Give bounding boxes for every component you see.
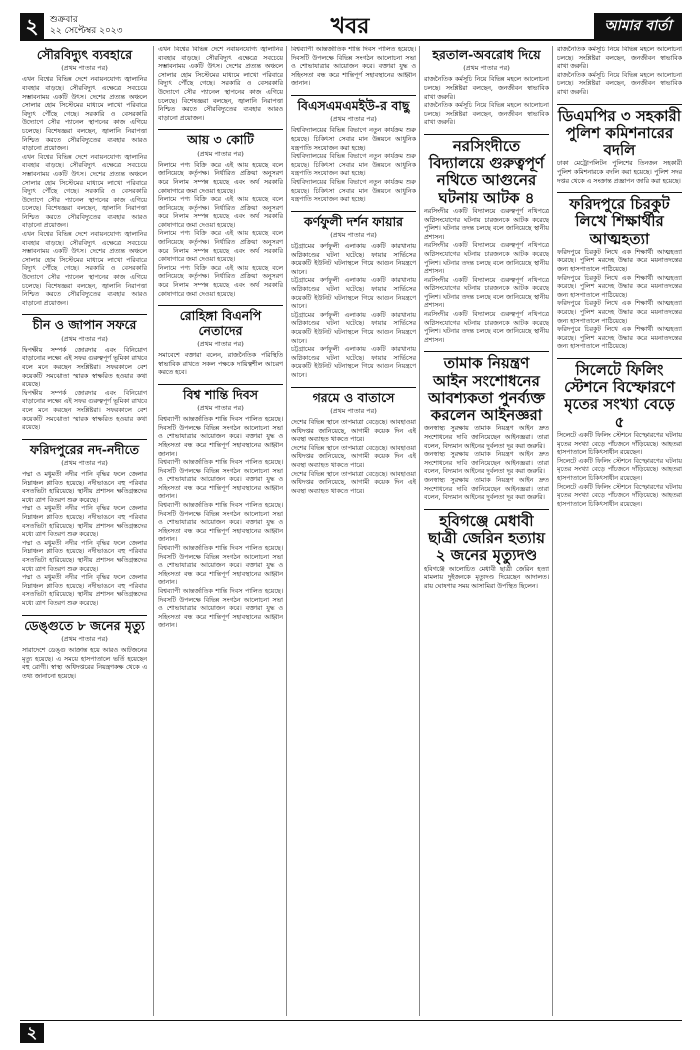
headline: বিশ্ব শান্তি দিবস (183, 386, 258, 402)
article-body: সমাবেশে বক্তারা বলেন, রাজনৈতিক পরিস্থিতি স্বাভাবিক রাখতে সকল পক্ষকে দায়িত্বশীল আচরণ করতে হবে। (158, 351, 283, 377)
article (291, 99, 416, 205)
footer-page-number: ২ (20, 1023, 44, 1043)
divider (291, 211, 416, 212)
article-body: রাজনৈতিক কর্মসূচি নিয়ে বিভিন্ন মহলে আলোচনা চলছে। সংশ্লিষ্টরা বলছেন, জনজীবন স্বাভাবিক রাখা জরুরি। (557, 46, 682, 71)
continued-note: (প্রথম পাতার পর) (61, 334, 108, 343)
issue-day: শুক্রবার (50, 15, 78, 25)
article-body: বিশ্বব্যাপী আন্তর্জাতিক শান্তি দিবস পালিত হয়েছে। দিবসটি উপলক্ষে বিভিন্ন সংগঠন আলোচনা সভা ও শোভাযাত্রার আয়োজন করে। বক্তারা যুদ্ধ ও সহিংসতা বন্ধ করে শান্তিপূর্ণ সহাবস্থানের আহ্বান জানান। (158, 459, 283, 501)
continued-note: (প্রথম পাতার পর) (61, 634, 108, 643)
divider (291, 95, 416, 96)
article-body: জনস্বাস্থ্য সুরক্ষায় তামাক নিয়ন্ত্রণ আইন দ্রুত সংশোধনের দাবি জানিয়েছেন আইনজ্ঞরা। তারা বলেন, বিদ্যমান আইনের দুর্বলতা দূর করা জরুরি। (424, 477, 549, 502)
article-body: সারাদেশে ডেঙ্গু আক্রান্ত হয়ে আরও আটজনের মৃত্যু হয়েছে। এ সময়ে হাসপাতালে ভর্তি হয়েছেন বহু রোগী। স্বাস্থ্য অধিদপ্তরের নিয়ন্ত্রণকক্ষ থেকে এ তথ্য জানানো হয়েছে। (22, 646, 147, 680)
continued-note: (প্রথম পাতার পর) (330, 115, 377, 124)
divider (158, 129, 283, 130)
date-block (50, 15, 123, 37)
article-body: চট্টগ্রামের কর্ণফুলী এলাকায় একটি কারখানায় অগ্নিকাণ্ডের ঘটনা ঘটেছে। ফায়ার সার্ভিসের কয়েকটি ইউনিট ঘটনাস্থলে গিয়ে আগুন নিয়ন্ত্রণে আনে। (291, 311, 416, 345)
article-body: নরসিংদীর একটি বিদ্যালয়ে গুরুত্বপূর্ণ নথিপত্রে অগ্নিসংযোগের ঘটনায় চারজনকে আটক করেছে পুলিশ। ঘটনার তদন্ত চলছে বলে জানিয়েছে স্থানীয় প্রশাসন। (424, 242, 549, 276)
column-rule (286, 46, 287, 1016)
article (424, 48, 549, 128)
article-body: রাজনৈতিক কর্মসূচি নিয়ে বিভিন্ন মহলে আলোচনা চলছে। সংশ্লিষ্টরা বলছেন, জনজীবন স্বাভাবিক রাখা জরুরি। (424, 76, 549, 101)
column-5 (557, 46, 682, 1016)
article-body: ফরিদপুরে চিরকুট লিখে এক শিক্ষার্থী আত্মহত্যা করেছে। পুলিশ মরদেহ উদ্ধার করে ময়নাতদন্তের জন্য হাসপাতালে পাঠিয়েছে। (557, 326, 682, 351)
headline: ডিএমপির ৩ সহকারী পুলিশ কমিশনারের বদলি (557, 106, 682, 160)
article-body: বিশ্বব্যাপী আন্তর্জাতিক শান্তি দিবস পালিত হয়েছে। দিবসটি উপলক্ষে বিভিন্ন সংগঠন আলোচনা সভা ও শোভাযাত্রার আয়োজন করে। বক্তারা যুদ্ধ ও সহিংসতা বন্ধ করে শান্তিপূর্ণ সহাবস্থানের আহ্বান জানান। (158, 545, 283, 587)
divider (291, 387, 416, 388)
article (22, 443, 147, 609)
article-body: দ্বিপক্ষীয় সম্পর্ক জোরদার এবং বিনিয়োগ বাড়ানোর লক্ষ্যে এই সফর গুরুত্বপূর্ণ ভূমিকা রাখবে বলে মনে করছেন সংশ্লিষ্টরা। সফরকালে বেশ কয়েকটি সমঝোতা স্মারক স্বাক্ষরিত হওয়ার কথা রয়েছে। (22, 346, 147, 389)
article-body: রাজনৈতিক কর্মসূচি নিয়ে বিভিন্ন মহলে আলোচনা চলছে। সংশ্লিষ্টরা বলছেন, জনজীবন স্বাভাবিক রাখা জরুরি। (424, 102, 549, 127)
column-rule (419, 46, 420, 1016)
headline: চীন ও জাপান সফরে (32, 317, 137, 333)
article-body: দেশের বিভিন্ন স্থানে তাপমাত্রা বেড়েছে। আবহাওয়া অধিদপ্তর জানিয়েছে, আগামী কয়েক দিন এই অবস্থা অব্যাহত থাকতে পারে। (291, 418, 416, 444)
divider (22, 615, 147, 616)
article-body: বিশ্বব্যাপী আন্তর্জাতিক শান্তি দিবস পালিত হয়েছে। দিবসটি উপলক্ষে বিভিন্ন সংগঠন আলোচনা সভা ও শোভাযাত্রার আয়োজন করে। বক্তারা যুদ্ধ ও সহিংসতা বন্ধ করে শান্তিপূর্ণ সহাবস্থানের আহ্বান জানান। (158, 502, 283, 544)
continued-note: (প্রথম পাতার পর) (61, 64, 108, 73)
article-body: পদ্মা ও মধুমতী নদীর পানি বৃদ্ধির ফলে জেলার নিম্নাঞ্চল প্লাবিত হয়েছে। নদীভাঙনে বহু পরিবার বসতভিটা হারিয়েছে। স্থানীয় প্রশাসন ক্ষতিগ্রস্তদের মধ্যে ত্রাণ বিতরণ শুরু করেছে। (22, 539, 147, 573)
article-body: চট্টগ্রামের কর্ণফুলী এলাকায় একটি কারখানায় অগ্নিকাণ্ডের ঘটনা ঘটেছে। ফায়ার সার্ভিসের কয়েকটি ইউনিট ঘটনাস্থলে গিয়ে আগুন নিয়ন্ত্রণে আনে। (291, 346, 416, 379)
article (291, 391, 416, 497)
article (158, 46, 283, 123)
headline: ফরিদপুরে চিরকুট লিখে শিক্ষার্থীর আত্মহত্যা (569, 195, 670, 248)
article (158, 388, 283, 631)
article-body: জনস্বাস্থ্য সুরক্ষায় তামাক নিয়ন্ত্রণ আইন দ্রুত সংশোধনের দাবি জানিয়েছেন আইনজ্ঞরা। তারা বলেন, বিদ্যমান আইনের দুর্বলতা দূর করা জরুরি। (424, 451, 549, 476)
divider (158, 384, 283, 385)
column-3 (291, 46, 416, 1016)
article (291, 215, 416, 381)
headline: সৌরবিদ্যুৎ ব্যবহারে (36, 47, 133, 62)
divider (22, 314, 147, 315)
article-body: বিশ্ববিদ্যালয়ের বিভিন্ন বিভাগে নতুন কার্যক্রম শুরু হয়েছে। চিকিৎসা সেবার মান উন্নয়নে আধুনিক যন্ত্রপাতি সংযোজন করা হচ্ছে। (291, 153, 416, 178)
column-rule (153, 46, 154, 1016)
headline: আয় ৩ কোটি (187, 132, 254, 148)
headline: নরসিংদীতে বিদ্যালয়ে গুরুত্বপূর্ণ নথিতে আগুনের ঘটনায় আটক ৪ (428, 136, 545, 207)
divider (424, 134, 549, 135)
headline: ফরিদপুরের নদ-নদীতে (30, 441, 139, 457)
article-body: এখন বিশ্বের বিভিন্ন দেশে নবায়নযোগ্য জ্বালানির ব্যবহার বাড়ছে। সৌরবিদ্যুৎ এক্ষেত্রে সবচেয়ে সম্ভাবনাময় একটি উৎস। দেশের প্রত্যন্ত অঞ্চলে সোলার হোম সিস্টেমের মাধ্যমে লাখো পরিবারে বিদ্যুৎ পৌঁছে গেছে। সরকারি ও বেসরকারি উদ্যোগে সৌর প্যানেল স্থাপনের কাজ এগিয়ে চলেছে। বিশেষজ্ঞরা বলছেন, জ্বালানি নিরাপত্তা নিশ্চিত করতে সৌরবিদ্যুতের ব্যবহার আরও বাড়ানো প্রয়োজন। (22, 231, 147, 307)
article-body: চট্টগ্রামের কর্ণফুলী এলাকায় একটি কারখানায় অগ্নিকাণ্ডের ঘটনা ঘটেছে। ফায়ার সার্ভিসের কয়েকটি ইউনিট ঘটনাস্থলে গিয়ে আগুন নিয়ন্ত্রণে আনে। (291, 243, 416, 276)
article-body: পদ্মা ও মধুমতী নদীর পানি বৃদ্ধির ফলে জেলার নিম্নাঞ্চল প্লাবিত হয়েছে। নদীভাঙনে বহু পরিবার বসতভিটা হারিয়েছে। স্থানীয় প্রশাসন ক্ষতিগ্রস্তদের মধ্যে ত্রাণ বিতরণ শুরু করেছে। (22, 471, 147, 504)
article-body: পদ্মা ও মধুমতী নদীর পানি বৃদ্ধির ফলে জেলার নিম্নাঞ্চল প্লাবিত হয়েছে। নদীভাঙনে বহু পরিবার বসতভিটা হারিয়েছে। স্থানীয় প্রশাসন ক্ষতিগ্রস্তদের মধ্যে ত্রাণ বিতরণ শুরু করেছে। (22, 574, 147, 607)
column-rule (552, 46, 553, 1016)
divider (158, 305, 283, 306)
divider (424, 509, 549, 510)
headline: হরতাল-অবরোধ দিয়ে (432, 47, 541, 62)
continued-note: (প্রথম পাতার পর) (197, 149, 244, 158)
article (291, 46, 416, 89)
article-body: বিশ্বব্যাপী আন্তর্জাতিক শান্তি দিবস পালিত হয়েছে। দিবসটি উপলক্ষে বিভিন্ন সংগঠন আলোচনা সভা ও শোভাযাত্রার আয়োজন করে। বক্তারা যুদ্ধ ও সহিংসতা বন্ধ করে শান্তিপূর্ণ সহাবস্থানের আহ্বান জানান। (158, 588, 283, 630)
divider (424, 351, 549, 352)
headline: রোহিঙ্গা বিএনপি নেতাদের (179, 308, 262, 338)
article-body: বিশ্ববিদ্যালয়ের বিভিন্ন বিভাগে নতুন কার্যক্রম শুরু হয়েছে। চিকিৎসা সেবার মান উন্নয়নে আধুনিক যন্ত্রপাতি সংযোজন করা হচ্ছে। (291, 127, 416, 152)
article-body: নিলামে পণ্য বিক্রি করে এই আয় হয়েছে বলে জানিয়েছে কর্তৃপক্ষ। নির্ধারিত প্রক্রিয়া অনুসরণ করে নিলাম সম্পন্ন হয়েছে এবং অর্থ সরকারি কোষাগারে জমা দেওয়া হয়েছে। (158, 196, 283, 229)
article (158, 309, 283, 378)
article-body: পদ্মা ও মধুমতী নদীর পানি বৃদ্ধির ফলে জেলার নিম্নাঞ্চল প্লাবিত হয়েছে। নদীভাঙনে বহু পরিবার বসতভিটা হারিয়েছে। স্থানীয় প্রশাসন ক্ষতিগ্রস্তদের মধ্যে ত্রাণ বিতরণ শুরু করেছে। (22, 505, 147, 539)
masthead (20, 13, 682, 41)
article (557, 196, 682, 352)
article-body: চট্টগ্রামের কর্ণফুলী এলাকায় একটি কারখানায় অগ্নিকাণ্ডের ঘটনা ঘটেছে। ফায়ার সার্ভিসের কয়েকটি ইউনিট ঘটনাস্থলে গিয়ে আগুন নিয়ন্ত্রণে আনে। (291, 277, 416, 311)
article-body: ফরিদপুরে চিরকুট লিখে এক শিক্ষার্থী আত্মহত্যা করেছে। পুলিশ মরদেহ উদ্ধার করে ময়নাতদন্তের জন্য হাসপাতালে পাঠিয়েছে। (557, 274, 682, 299)
article (557, 46, 682, 98)
article-body: ঢাকা মেট্রোপলিটন পুলিশের তিনজন সহকারী পুলিশ কমিশনারকে বদলি করা হয়েছে। পুলিশ সদর দপ্তর থেকে এ সংক্রান্ত প্রজ্ঞাপন জারি করা হয়েছে। (557, 160, 682, 185)
article-body: দেশের বিভিন্ন স্থানে তাপমাত্রা বেড়েছে। আবহাওয়া অধিদপ্তর জানিয়েছে, আগামী কয়েক দিন এই অবস্থা অব্যাহত থাকতে পারে। (291, 444, 416, 469)
article-body: রাজনৈতিক কর্মসূচি নিয়ে বিভিন্ন মহলে আলোচনা চলছে। সংশ্লিষ্টরা বলছেন, জনজীবন স্বাভাবিক রাখা জরুরি। (557, 71, 682, 96)
continued-note: (প্রথম পাতার পর) (330, 406, 377, 415)
headline: কর্ণফুলী দর্শন ফায়ার (303, 213, 404, 229)
headline: ডেঙ্গুতে ৮ জনের মৃত্যু (24, 617, 145, 633)
article (424, 355, 549, 502)
article-body: নরসিংদীর একটি বিদ্যালয়ে গুরুত্বপূর্ণ নথিপত্রে অগ্নিসংযোগের ঘটনায় চারজনকে আটক করেছে পুলিশ। ঘটনার তদন্ত চলছে বলে জানিয়েছে স্থানীয় প্রশাসন। (424, 207, 549, 241)
continued-note: (প্রথম পাতার পর) (61, 459, 108, 468)
page-number: ২ (20, 13, 44, 39)
article-body: নিলামে পণ্য বিক্রি করে এই আয় হয়েছে বলে জানিয়েছে কর্তৃপক্ষ। নির্ধারিত প্রক্রিয়া অনুসরণ করে নিলাম সম্পন্ন হয়েছে এবং অর্থ সরকারি কোষাগারে জমা দেওয়া হয়েছে। (158, 264, 283, 298)
headline: হবিগঞ্জে মেধাবী ছাত্রী জেরিন হত্যায় ২ জনের মৃত্যুদণ্ড (428, 511, 545, 565)
article-body: বিশ্ববিদ্যালয়ের বিভিন্ন বিভাগে নতুন কার্যক্রম শুরু হয়েছে। চিকিৎসা সেবার মান উন্নয়নে আধুনিক যন্ত্রপাতি সংযোজন করা হচ্ছে। (291, 178, 416, 204)
article-body: সিলেটে একটি ফিলিং স্টেশনে বিস্ফোরণের ঘটনায় মৃতের সংখ্যা বেড়ে পাঁচজনে দাঁড়িয়েছে। আহতরা হাসপাতালে চিকিৎসাধীন রয়েছেন। (557, 483, 682, 508)
divider (22, 439, 147, 440)
divider (557, 358, 682, 359)
article (158, 133, 283, 299)
footer (20, 1020, 682, 1042)
divider (557, 104, 682, 105)
headline: সিলেটে ফিলিং স্টেশনে বিস্ফোরণে মৃতের সংখ্যা বেড়ে ৫ (564, 360, 675, 431)
article-body: এখন বিশ্বের বিভিন্ন দেশে নবায়নযোগ্য জ্বালানির ব্যবহার বাড়ছে। সৌরবিদ্যুৎ এক্ষেত্রে সবচেয়ে সম্ভাবনাময় একটি উৎস। দেশের প্রত্যন্ত অঞ্চলে সোলার হোম সিস্টেমের মাধ্যমে লাখো পরিবারে বিদ্যুৎ পৌঁছে গেছে। সরকারি ও বেসরকারি উদ্যোগে সৌর প্যানেল স্থাপনের কাজ এগিয়ে চলেছে। বিশেষজ্ঞরা বলছেন, জ্বালানি নিরাপত্তা নিশ্চিত করতে সৌরবিদ্যুতের ব্যবহার আরও বাড়ানো প্রয়োজন। (22, 76, 147, 153)
column-1 (22, 46, 147, 1016)
column-4 (424, 46, 549, 1016)
article-body: এখন বিশ্বের বিভিন্ন দেশে নবায়নযোগ্য জ্বালানির ব্যবহার বাড়ছে। সৌরবিদ্যুৎ এক্ষেত্রে সবচেয়ে সম্ভাবনাময় একটি উৎস। দেশের প্রত্যন্ত অঞ্চলে সোলার হোম সিস্টেমের মাধ্যমে লাখো পরিবারে বিদ্যুৎ পৌঁছে গেছে। সরকারি ও বেসরকারি উদ্যোগে সৌর প্যানেল স্থাপনের কাজ এগিয়ে চলেছে। বিশেষজ্ঞরা বলছেন, জ্বালানি নিরাপত্তা নিশ্চিত করতে সৌরবিদ্যুতের ব্যবহার আরও বাড়ানো প্রয়োজন। (158, 46, 283, 122)
article-body: বিশ্বব্যাপী আন্তর্জাতিক শান্তি দিবস পালিত হয়েছে। দিবসটি উপলক্ষে বিভিন্ন সংগঠন আলোচনা সভা ও শোভাযাত্রার আয়োজন করে। বক্তারা যুদ্ধ ও সহিংসতা বন্ধ করে শান্তিপূর্ণ সহাবস্থানের আহ্বান জানান। (291, 46, 416, 88)
continued-note: (প্রথম পাতার পর) (197, 404, 244, 413)
article-body: বিশ্বব্যাপী আন্তর্জাতিক শান্তি দিবস পালিত হয়েছে। দিবসটি উপলক্ষে বিভিন্ন সংগঠন আলোচনা সভা ও শোভাযাত্রার আয়োজন করে। বক্তারা যুদ্ধ ও সহিংসতা বন্ধ করে শান্তিপূর্ণ সহাবস্থানের আহ্বান জানান। (158, 416, 283, 458)
section-title: খবর (330, 13, 370, 39)
article-body: জনস্বাস্থ্য সুরক্ষায় তামাক নিয়ন্ত্রণ আইন দ্রুত সংশোধনের দাবি জানিয়েছেন আইনজ্ঞরা। তারা বলেন, বিদ্যমান আইনের দুর্বলতা দূর করা জরুরি। (424, 425, 549, 450)
article-body: ফরিদপুরে চিরকুট লিখে এক শিক্ষার্থী আত্মহত্যা করেছে। পুলিশ মরদেহ উদ্ধার করে ময়নাতদন্তের জন্য হাসপাতালে পাঠিয়েছে। (557, 248, 682, 274)
article (424, 513, 549, 592)
headline: গরমে ও বাতাসে (312, 389, 395, 405)
column-2 (158, 46, 283, 1016)
article-body: সিলেটে একটি ফিলিং স্টেশনে বিস্ফোরণের ঘটনায় মৃতের সংখ্যা বেড়ে পাঁচজনে দাঁড়িয়েছে। আহতরা হাসপাতালে চিকিৎসাধীন রয়েছেন। (557, 431, 682, 457)
article-body: নরসিংদীর একটি বিদ্যালয়ে গুরুত্বপূর্ণ নথিপত্রে অগ্নিসংযোগের ঘটনায় চারজনকে আটক করেছে পুলিশ। ঘটনার তদন্ত চলছে বলে জানিয়েছে স্থানীয় প্রশাসন। (424, 311, 549, 344)
article (22, 619, 147, 682)
headline: তামাক নিয়ন্ত্রণ আইন সংশোধনের আবশ্যকতা পুনর্ব্যক্ত করলেন আইনজ্ঞরা (428, 354, 545, 425)
brand-logo: আমার বার্তা (594, 13, 682, 39)
divider (557, 192, 682, 193)
headline: বিএসএমএমইউ-র বাছু (297, 97, 410, 113)
article-body: নিলামে পণ্য বিক্রি করে এই আয় হয়েছে বলে জানিয়েছে কর্তৃপক্ষ। নির্ধারিত প্রক্রিয়া অনুসরণ করে নিলাম সম্পন্ন হয়েছে এবং অর্থ সরকারি কোষাগারে জমা দেওয়া হয়েছে। (158, 230, 283, 264)
continued-note: (প্রথম পাতার পর) (197, 339, 244, 348)
article (557, 108, 682, 187)
article-body: হবিগঞ্জে আলোচিত মেধাবী ছাত্রী জেরিন হত্যা মামলায় দুইজনকে মৃত্যুদণ্ড দিয়েছেন আদালত। রায় ঘোষণার সময় আসামিরা উপস্থিত ছিলেন। (424, 565, 549, 590)
article (22, 318, 147, 432)
continued-note: (প্রথম পাতার পর) (330, 231, 377, 240)
continued-note: (প্রথম পাতার পর) (463, 64, 510, 73)
issue-date: ২২ সেপ্টেম্বর ২০২৩ (50, 26, 123, 36)
article-body: দেশের বিভিন্ন স্থানে তাপমাত্রা বেড়েছে। আবহাওয়া অধিদপ্তর জানিয়েছে, আগামী কয়েক দিন এই অবস্থা অব্যাহত থাকতে পারে। (291, 470, 416, 495)
article-body: এখন বিশ্বের বিভিন্ন দেশে নবায়নযোগ্য জ্বালানির ব্যবহার বাড়ছে। সৌরবিদ্যুৎ এক্ষেত্রে সবচেয়ে সম্ভাবনাময় একটি উৎস। দেশের প্রত্যন্ত অঞ্চলে সোলার হোম সিস্টেমের মাধ্যমে লাখো পরিবারে বিদ্যুৎ পৌঁছে গেছে। সরকারি ও বেসরকারি উদ্যোগে সৌর প্যানেল স্থাপনের কাজ এগিয়ে চলেছে। বিশেষজ্ঞরা বলছেন, জ্বালানি নিরাপত্তা নিশ্চিত করতে সৌরবিদ্যুতের ব্যবহার আরও বাড়ানো প্রয়োজন। (22, 153, 147, 230)
article (557, 362, 682, 509)
article-body: ফরিদপুরে চিরকুট লিখে এক শিক্ষার্থী আত্মহত্যা করেছে। পুলিশ মরদেহ উদ্ধার করে ময়নাতদন্তের জন্য হাসপাতালে পাঠিয়েছে। (557, 300, 682, 325)
article-body: সিলেটে একটি ফিলিং স্টেশনে বিস্ফোরণের ঘটনায় মৃতের সংখ্যা বেড়ে পাঁচজনে দাঁড়িয়েছে। আহতরা হাসপাতালে চিকিৎসাধীন রয়েছেন। (557, 457, 682, 482)
article (22, 48, 147, 308)
article-body: দ্বিপক্ষীয় সম্পর্ক জোরদার এবং বিনিয়োগ বাড়ানোর লক্ষ্যে এই সফর গুরুত্বপূর্ণ ভূমিকা রাখবে বলে মনে করছেন সংশ্লিষ্টরা। সফরকালে বেশ কয়েকটি সমঝোতা স্মারক স্বাক্ষরিত হওয়ার কথা রয়েছে। (22, 389, 147, 432)
article-body: নিলামে পণ্য বিক্রি করে এই আয় হয়েছে বলে জানিয়েছে কর্তৃপক্ষ। নির্ধারিত প্রক্রিয়া অনুসরণ করে নিলাম সম্পন্ন হয়েছে এবং অর্থ সরকারি কোষাগারে জমা দেওয়া হয়েছে। (158, 161, 283, 195)
article-body: নরসিংদীর একটি বিদ্যালয়ে গুরুত্বপূর্ণ নথিপত্রে অগ্নিসংযোগের ঘটনায় চারজনকে আটক করেছে পুলিশ। ঘটনার তদন্ত চলছে বলে জানিয়েছে স্থানীয় প্রশাসন। (424, 276, 549, 310)
article (424, 138, 549, 346)
